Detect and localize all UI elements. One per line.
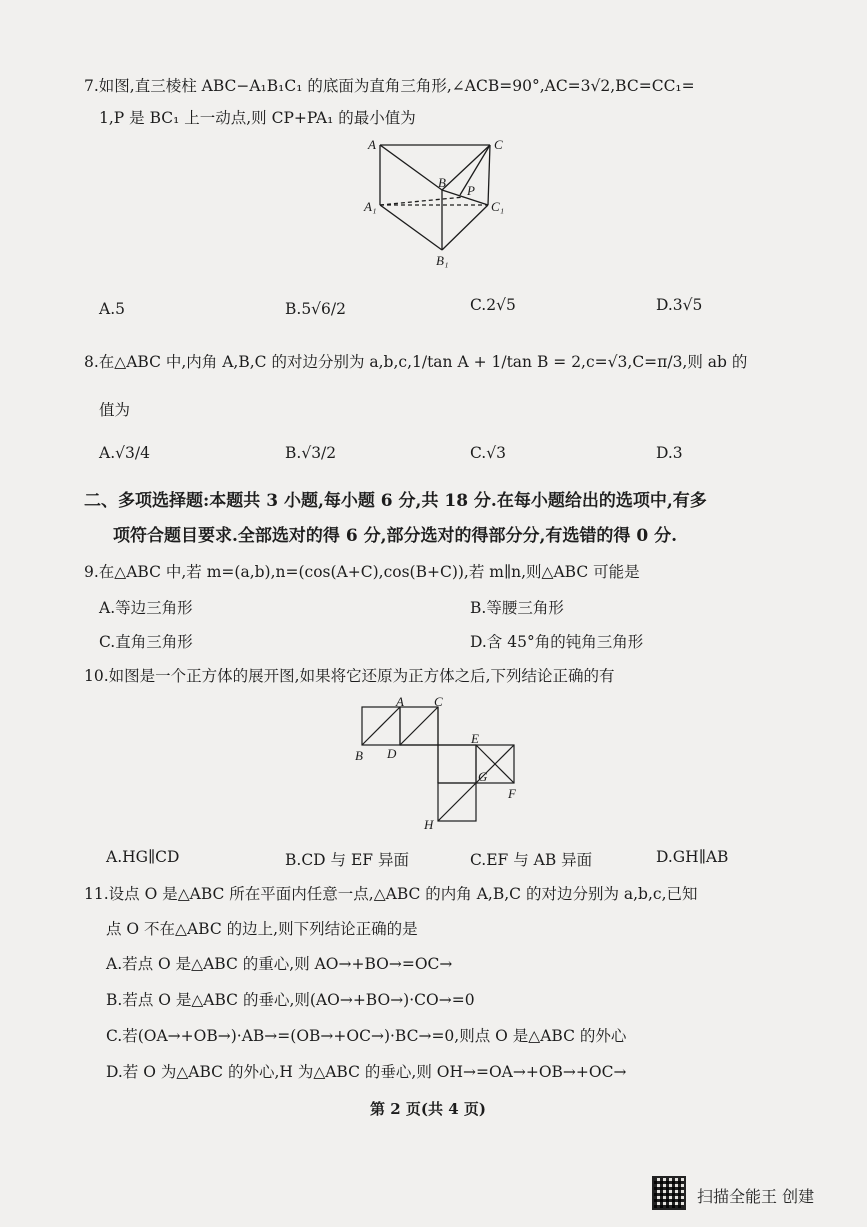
q8-stem-line2: 值为 [99,401,131,419]
q7-label-A1: A₁ [364,199,377,214]
q7-label-C: C [494,137,503,152]
q10-label-H: H [424,817,434,832]
q10-label-D: D [387,746,397,761]
q8-option-d: D.3 [656,444,683,462]
q10-option-d: D.GH∥AB [656,848,729,866]
q7-label-P: P [467,183,475,198]
q9-option-a: A.等边三角形 [99,599,193,617]
q10-label-C: C [434,695,443,709]
q11-option-d: D.若 O 为△ABC 的外心,H 为△ABC 的垂心,则 OH→=OA→+OB→+OC→ [106,1063,627,1081]
q11-stem-line1: 11.设点 O 是△ABC 所在平面内任意一点,△ABC 的内角 A,B,C 的对边分别为 a,b,c,已知 [84,885,698,903]
q9-option-d: D.含 45°角的钝角三角形 [470,633,644,651]
q11-option-a: A.若点 O 是△ABC 的重心,则 AO→+BO→=OC→ [106,955,453,973]
q10-option-c: C.EF 与 AB 异面 [470,851,593,869]
q7-label-B1: B₁ [436,253,449,268]
q7-option-d: D.3√5 [656,296,703,314]
q7-stem-line1: 7.如图,直三棱柱 ABC−A₁B₁C₁ 的底面为直角三角形,∠ACB=90°,AC=3√2,BC=CC₁= [84,77,695,95]
q10-label-A: A [396,695,404,709]
qr-code-icon [652,1176,686,1210]
q10-stem: 10.如图是一个正方体的展开图,如果将它还原为正方体之后,下列结论正确的有 [84,667,615,685]
q10-label-G: G [478,769,488,784]
page-footer: 第 2 页(共 4 页) [370,1100,486,1118]
section2-heading-line2: 项符合题目要求.全部选对的得 6 分,部分选对的得部分分,有选错的得 0 分. [113,526,678,546]
q7-label-C1: C₁ [491,199,505,214]
q9-option-b: B.等腰三角形 [470,599,564,617]
q8-option-c: C.√3 [470,444,506,462]
q11-option-c: C.若(OA→+OB→)·AB→=(OB→+OC→)·BC→=0,则点 O 是△ABC 的外心 [106,1027,627,1045]
q10-label-E: E [471,731,479,746]
q7-label-B: B [438,175,446,190]
section2-heading-line1: 二、多项选择题:本题共 3 小题,每小题 6 分,共 18 分.在每小题给出的选项中,有多 [84,491,707,511]
q7-prism-figure [360,135,520,270]
q7-option-b: B.5√6/2 [285,300,347,318]
q10-label-B: B [355,748,363,763]
q8-option-b: B.√3/2 [285,444,337,462]
q10-cube-net-figure [350,695,530,835]
q9-option-c: C.直角三角形 [99,633,193,651]
q9-stem: 9.在△ABC 中,若 m=(a,b),n=(cos(A+C),cos(B+C)),若 m∥n,则△ABC 可能是 [84,563,640,581]
q10-label-F: F [508,786,516,801]
scanner-watermark: 扫描全能王 创建 [697,1187,815,1206]
q7-option-a: A.5 [99,300,125,318]
q11-option-b: B.若点 O 是△ABC 的垂心,则(AO→+BO→)·CO→=0 [106,991,475,1009]
q7-stem-line2: 1,P 是 BC₁ 上一动点,则 CP+PA₁ 的最小值为 [99,109,416,127]
q11-stem-line2: 点 O 不在△ABC 的边上,则下列结论正确的是 [106,920,418,938]
q8-stem-line1: 8.在△ABC 中,内角 A,B,C 的对边分别为 a,b,c,1/tan A + 1/tan B = 2,c=√3,C=π/3,则 ab 的 [84,353,748,371]
q10-option-b: B.CD 与 EF 异面 [285,851,409,869]
q7-option-c: C.2√5 [470,296,516,314]
q10-option-a: A.HG∥CD [106,848,180,866]
q8-option-a: A.√3/4 [99,444,150,462]
q7-label-A: A [368,137,376,152]
